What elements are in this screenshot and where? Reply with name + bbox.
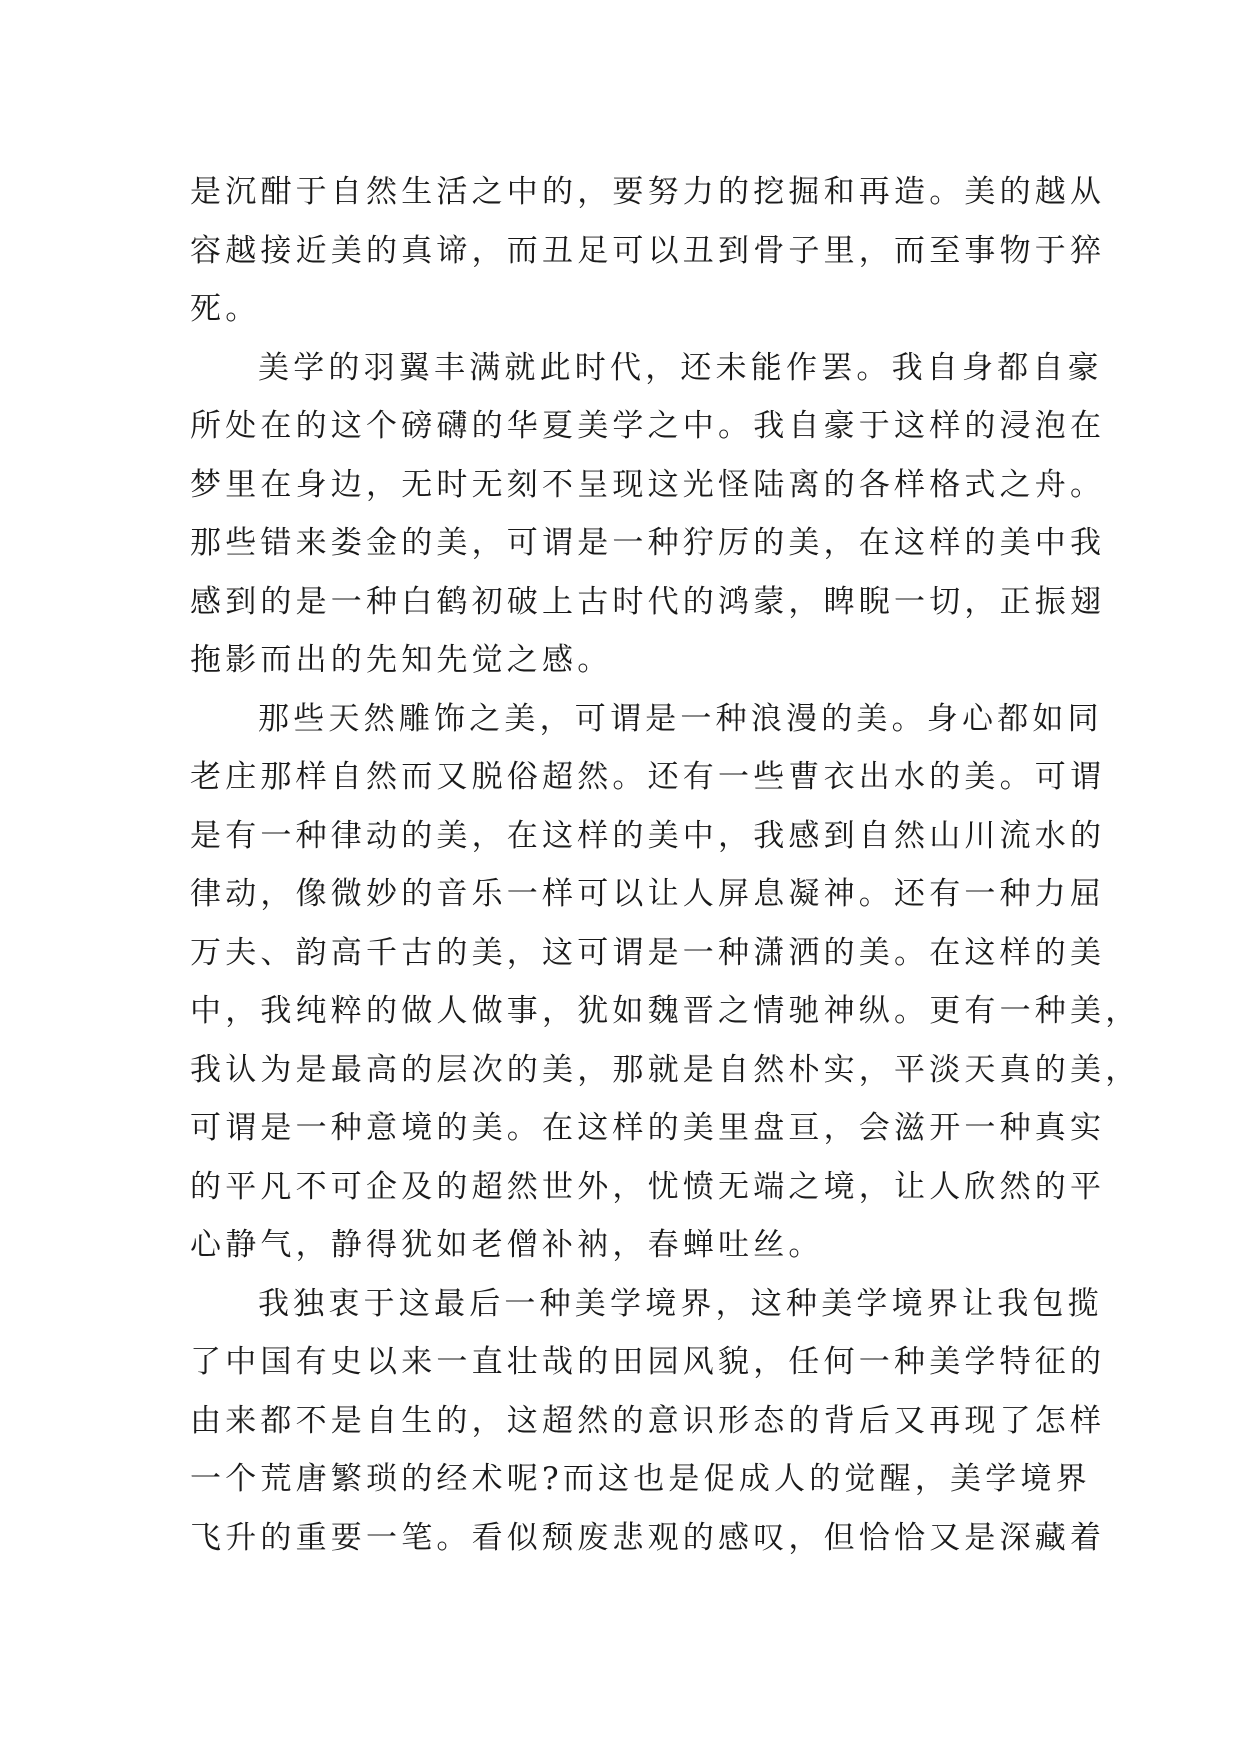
text-line: 老庄那样自然而又脱俗超然。还有一些曹衣出水的美。可谓 [190, 759, 1106, 795]
text-line: 心静气，静得犹如老僧补衲，春蝉吐丝。 [190, 1227, 824, 1263]
paragraph-first-line: 那些天然雕饰之美，可谓是一种浪漫的美。身心都如同 [258, 700, 1103, 737]
text-line: 飞升的重要一笔。看似颓废悲观的感叹，但恰恰又是深藏着 [190, 1519, 1106, 1556]
text-line: 拖影而出的先知先觉之感。 [190, 642, 613, 678]
text-line: 是有一种律动的美，在这样的美中，我感到自然山川流水的 [190, 817, 1106, 854]
paragraph-first-line: 我独衷于这最后一种美学境界，这种美学境界让我包揽 [258, 1285, 1103, 1322]
text-line: 容越接近美的真谛，而丑足可以丑到骨子里，而至事物于猝 [190, 232, 1106, 269]
paragraph-first-line: 美学的羽翼丰满就此时代，还未能作罢。我自身都自豪 [258, 349, 1103, 386]
text-line: 的平凡不可企及的超然世外，忧愤无端之境，让人欣然的平 [190, 1168, 1106, 1205]
text-line: 了中国有史以来一直壮哉的田园风貌，任何一种美学特征的 [190, 1344, 1106, 1380]
text-line: 由来都不是自生的，这超然的意识形态的背后又再现了怎样 [190, 1402, 1106, 1439]
text-line: 一个荒唐繁琐的经术呢?而这也是促成人的觉醒，美学境界 [190, 1461, 1091, 1497]
text-line: 死。 [190, 291, 261, 327]
text-line: 中，我纯粹的做人做事，犹如魏晋之情驰神纵。更有一种美， [190, 993, 1141, 1029]
text-line: 万夫、韵高千古的美，这可谓是一种潇洒的美。在这样的美 [190, 934, 1106, 971]
text-line: 我认为是最高的层次的美，那就是自然朴实，平淡天真的美， [190, 1051, 1141, 1088]
text-line: 律动，像微妙的音乐一样可以让人屏息凝神。还有一种力屈 [190, 876, 1106, 912]
text-line: 梦里在身边，无时无刻不呈现这光怪陆离的各样格式之舟。 [190, 466, 1106, 503]
text-line: 可谓是一种意境的美。在这样的美里盘亘，会滋开一种真实 [190, 1110, 1106, 1146]
text-line: 感到的是一种白鹤初破上古时代的鸿蒙，睥睨一切，正振翅 [190, 583, 1106, 620]
text-line: 那些错来娄金的美，可谓是一种狞厉的美，在这样的美中我 [190, 525, 1106, 561]
body-text [190, 163, 1141, 1567]
text-line: 所处在的这个磅礴的华夏美学之中。我自豪于这样的浸泡在 [190, 408, 1106, 444]
text-line: 是沉酣于自然生活之中的，要努力的挖掘和再造。美的越从 [190, 174, 1106, 210]
